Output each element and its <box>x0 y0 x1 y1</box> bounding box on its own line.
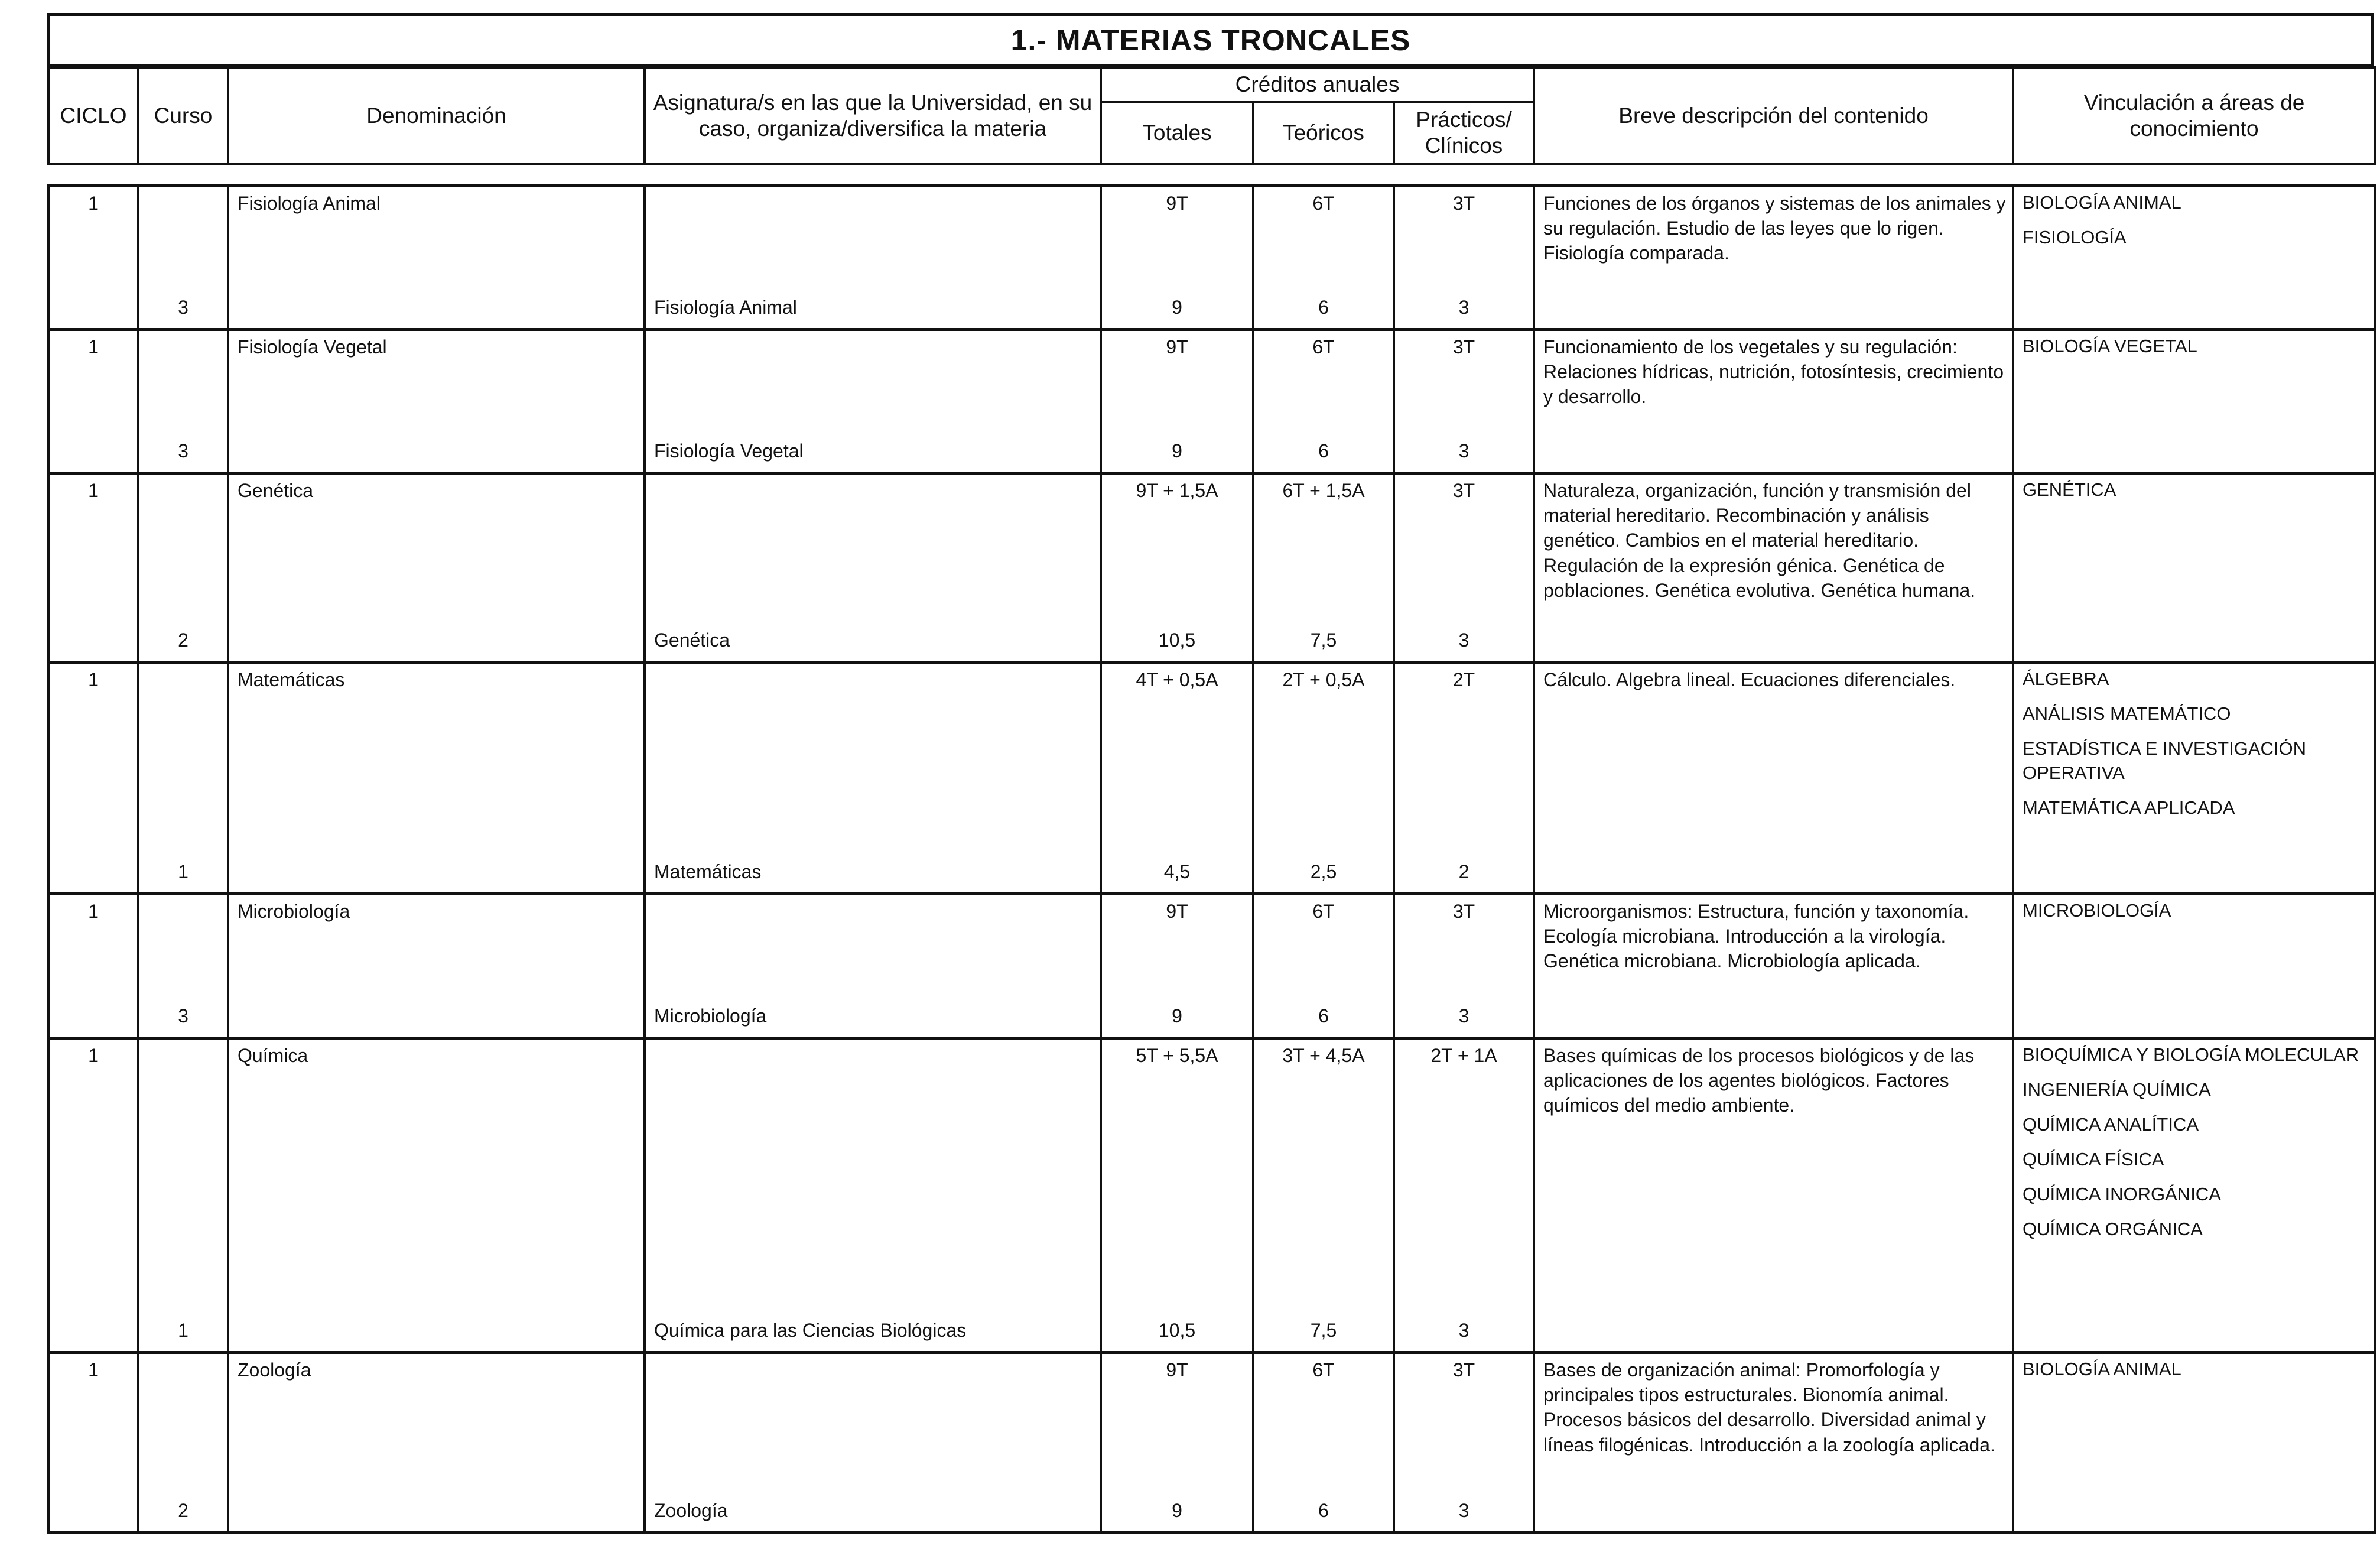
knowledge-area: BIOLOGÍA ANIMAL <box>2023 192 2181 213</box>
denominacion-cell-bottom <box>228 840 645 894</box>
teoricos-cell: 7,5 <box>1253 595 1394 663</box>
subjects-table <box>47 184 2376 1534</box>
vinculacion-cell <box>2013 1353 2375 1533</box>
teoricos-top-cell: 6T + 1,5A <box>1253 473 1394 595</box>
knowledge-area: GENÉTICA <box>2023 479 2116 500</box>
asignatura-cell-top <box>645 186 1101 284</box>
teoricos-cell: 6 <box>1253 421 1394 473</box>
teoricos-cell: 6 <box>1253 990 1394 1038</box>
asignatura-cell: Fisiología Vegetal <box>645 421 1101 473</box>
denominacion-cell-bottom <box>228 595 645 663</box>
vinculacion-cell <box>2013 663 2375 894</box>
curso-cell: 2 <box>138 595 228 663</box>
teoricos-top-cell: 6T <box>1253 330 1394 421</box>
teoricos-top-cell: 6T <box>1253 894 1394 990</box>
denominacion-cell: Química <box>228 1038 645 1298</box>
teoricos-top-cell: 3T + 4,5A <box>1253 1038 1394 1298</box>
practicos-top-cell: 3T <box>1394 894 1534 990</box>
teoricos-cell: 6 <box>1253 1480 1394 1533</box>
curso-cell-top <box>138 473 228 595</box>
totales-cell: 9 <box>1101 284 1253 330</box>
totales-top-cell: 5T + 5,5A <box>1101 1038 1253 1298</box>
practicos-top-cell: 3T <box>1394 330 1534 421</box>
page-title: 1.- MATERIAS TRONCALES <box>47 13 2374 67</box>
teoricos-top-cell: 2T + 0,5A <box>1253 663 1394 840</box>
curso-cell: 2 <box>138 1480 228 1533</box>
practicos-cell: 3 <box>1394 1480 1534 1533</box>
descripcion-cell: Microorganismos: Estructura, función y taxonomía. Ecología microbiana. Introducción a la virología. Genética microbiana. Microbiología aplicada. <box>1534 894 2013 1038</box>
curso-cell-top <box>138 894 228 990</box>
denominacion-cell-bottom <box>228 990 645 1038</box>
practicos-cell: 3 <box>1394 421 1534 473</box>
header-asignatura: Asignatura/s en las que la Universidad, en su caso, organiza/diversifica la materia <box>645 67 1101 164</box>
table-row <box>48 894 2375 990</box>
totales-cell: 4,5 <box>1101 840 1253 894</box>
asignatura-cell: Matemáticas <box>645 840 1101 894</box>
knowledge-area: INGENIERÍA QUÍMICA <box>2023 1079 2211 1100</box>
ciclo-cell: 1 <box>48 1353 138 1480</box>
descripcion-cell: Bases químicas de los procesos biológicos y de las aplicaciones de los agentes biológicos. Factores químicos del medio ambiente. <box>1534 1038 2013 1353</box>
totales-cell: 9 <box>1101 421 1253 473</box>
descripcion-cell: Funciones de los órganos y sistemas de los animales y su regulación. Estudio de las leyes que lo rigen. Fisiología comparada. <box>1534 186 2013 330</box>
header-vinculacion: Vinculación a áreas de conocimiento <box>2013 67 2375 164</box>
table-row <box>48 330 2375 421</box>
table-header <box>47 66 2376 165</box>
practicos-cell: 3 <box>1394 990 1534 1038</box>
knowledge-area: QUÍMICA INORGÁNICA <box>2023 1183 2221 1204</box>
denominacion-cell: Fisiología Vegetal <box>228 330 645 421</box>
vinculacion-cell <box>2013 1038 2375 1353</box>
totales-top-cell: 9T <box>1101 894 1253 990</box>
ciclo-cell-bottom <box>48 840 138 894</box>
table-row <box>48 1038 2375 1298</box>
ciclo-cell-bottom <box>48 1298 138 1353</box>
practicos-cell: 2 <box>1394 840 1534 894</box>
practicos-cell: 3 <box>1394 1298 1534 1353</box>
totales-top-cell: 9T <box>1101 1353 1253 1480</box>
totales-cell: 10,5 <box>1101 1298 1253 1353</box>
curso-cell-top <box>138 663 228 840</box>
practicos-top-cell: 3T <box>1394 473 1534 595</box>
table-row <box>48 186 2375 284</box>
knowledge-area: QUÍMICA ANALÍTICA <box>2023 1113 2199 1135</box>
header-creditos: Créditos anuales <box>1101 67 1534 102</box>
curso-cell: 1 <box>138 1298 228 1353</box>
practicos-top-cell: 2T <box>1394 663 1534 840</box>
asignatura-cell: Microbiología <box>645 990 1101 1038</box>
curso-cell-top <box>138 1353 228 1480</box>
knowledge-area: ANÁLISIS MATEMÁTICO <box>2023 703 2231 724</box>
asignatura-cell-top <box>645 894 1101 990</box>
knowledge-area: BIOLOGÍA ANIMAL <box>2023 1359 2181 1379</box>
curso-cell: 3 <box>138 990 228 1038</box>
knowledge-area: QUÍMICA FÍSICA <box>2023 1148 2164 1170</box>
totales-top-cell: 9T <box>1101 186 1253 284</box>
header-ciclo: CICLO <box>48 67 138 164</box>
ciclo-cell-bottom <box>48 990 138 1038</box>
totales-cell: 9 <box>1101 1480 1253 1533</box>
asignatura-cell-top <box>645 330 1101 421</box>
totales-cell: 10,5 <box>1101 595 1253 663</box>
asignatura-cell: Química para las Ciencias Biológicas <box>645 1298 1101 1353</box>
ciclo-cell: 1 <box>48 186 138 284</box>
teoricos-top-cell: 6T <box>1253 1353 1394 1480</box>
ciclo-cell-bottom <box>48 595 138 663</box>
teoricos-cell: 2,5 <box>1253 840 1394 894</box>
header-totales: Totales <box>1101 102 1253 164</box>
descripcion-cell: Bases de organización animal: Promorfología y principales tipos estructurales. Bionomía animal. Procesos básicos del desarrollo. Diversidad animal y líneas filogénicas. Introducción a la zoología aplicada. <box>1534 1353 2013 1533</box>
ciclo-cell: 1 <box>48 330 138 421</box>
header-curso: Curso <box>138 67 228 164</box>
asignatura-cell: Genética <box>645 595 1101 663</box>
practicos-cell: 3 <box>1394 595 1534 663</box>
descripcion-cell: Naturaleza, organización, función y transmisión del material hereditario. Recombinación y análisis genético. Cambios en el material hereditario. Regulación de la expresión génica. Genética de poblaciones. Genética evolutiva. Genética humana. <box>1534 473 2013 663</box>
curso-cell-top <box>138 1038 228 1298</box>
practicos-top-cell: 3T <box>1394 186 1534 284</box>
asignatura-cell-top <box>645 1038 1101 1298</box>
curso-cell-top <box>138 186 228 284</box>
table-row <box>48 473 2375 595</box>
curso-cell-top <box>138 330 228 421</box>
vinculacion-cell <box>2013 330 2375 473</box>
teoricos-cell: 7,5 <box>1253 1298 1394 1353</box>
teoricos-top-cell: 6T <box>1253 186 1394 284</box>
practicos-top-cell: 3T <box>1394 1353 1534 1480</box>
knowledge-area: QUÍMICA ORGÁNICA <box>2023 1218 2203 1239</box>
descripcion-cell: Funcionamiento de los vegetales y su regulación: Relaciones hídricas, nutrición, fotosíntesis, crecimiento y desarrollo. <box>1534 330 2013 473</box>
practicos-top-cell: 2T + 1A <box>1394 1038 1534 1298</box>
header-practicos: Prácticos/ Clínicos <box>1394 102 1534 164</box>
knowledge-area: BIOQUÍMICA Y BIOLOGÍA MOLECULAR <box>2023 1044 2359 1065</box>
header-denominacion: Denominación <box>228 67 645 164</box>
vinculacion-cell <box>2013 186 2375 330</box>
ciclo-cell: 1 <box>48 894 138 990</box>
knowledge-area: MICROBIOLOGÍA <box>2023 900 2171 921</box>
denominacion-cell-bottom <box>228 1298 645 1353</box>
denominacion-cell-bottom <box>228 421 645 473</box>
asignatura-cell-top <box>645 663 1101 840</box>
table-row <box>48 1353 2375 1480</box>
totales-top-cell: 4T + 0,5A <box>1101 663 1253 840</box>
ciclo-cell-bottom <box>48 421 138 473</box>
table-row <box>48 663 2375 840</box>
ciclo-cell: 1 <box>48 1038 138 1298</box>
teoricos-cell: 6 <box>1253 284 1394 330</box>
totales-top-cell: 9T + 1,5A <box>1101 473 1253 595</box>
ciclo-cell: 1 <box>48 473 138 595</box>
ciclo-cell-bottom <box>48 284 138 330</box>
asignatura-cell: Zoología <box>645 1480 1101 1533</box>
descripcion-cell: Cálculo. Algebra lineal. Ecuaciones diferenciales. <box>1534 663 2013 894</box>
denominacion-cell-bottom <box>228 284 645 330</box>
vinculacion-cell <box>2013 473 2375 663</box>
ciclo-cell-bottom <box>48 1480 138 1533</box>
header-descripcion: Breve descripción del contenido <box>1534 67 2013 164</box>
denominacion-cell: Fisiología Animal <box>228 186 645 284</box>
denominacion-cell: Zoología <box>228 1353 645 1480</box>
header-teoricos: Teóricos <box>1253 102 1394 164</box>
denominacion-cell-bottom <box>228 1480 645 1533</box>
knowledge-area: MATEMÁTICA APLICADA <box>2023 797 2235 818</box>
denominacion-cell: Matemáticas <box>228 663 645 840</box>
curso-cell: 3 <box>138 421 228 473</box>
knowledge-area: FISIOLOGÍA <box>2023 226 2127 248</box>
knowledge-area: BIOLOGÍA VEGETAL <box>2023 336 2197 356</box>
denominacion-cell: Microbiología <box>228 894 645 990</box>
curso-cell: 3 <box>138 284 228 330</box>
practicos-cell: 3 <box>1394 284 1534 330</box>
vinculacion-cell <box>2013 894 2375 1038</box>
asignatura-cell-top <box>645 1353 1101 1480</box>
asignatura-cell: Fisiología Animal <box>645 284 1101 330</box>
totales-cell: 9 <box>1101 990 1253 1038</box>
denominacion-cell: Genética <box>228 473 645 595</box>
totales-top-cell: 9T <box>1101 330 1253 421</box>
asignatura-cell-top <box>645 473 1101 595</box>
knowledge-area: ESTADÍSTICA E INVESTIGACIÓN OPERATIVA <box>2023 738 2307 783</box>
knowledge-area: ÁLGEBRA <box>2023 668 2109 689</box>
ciclo-cell: 1 <box>48 663 138 840</box>
curso-cell: 1 <box>138 840 228 894</box>
